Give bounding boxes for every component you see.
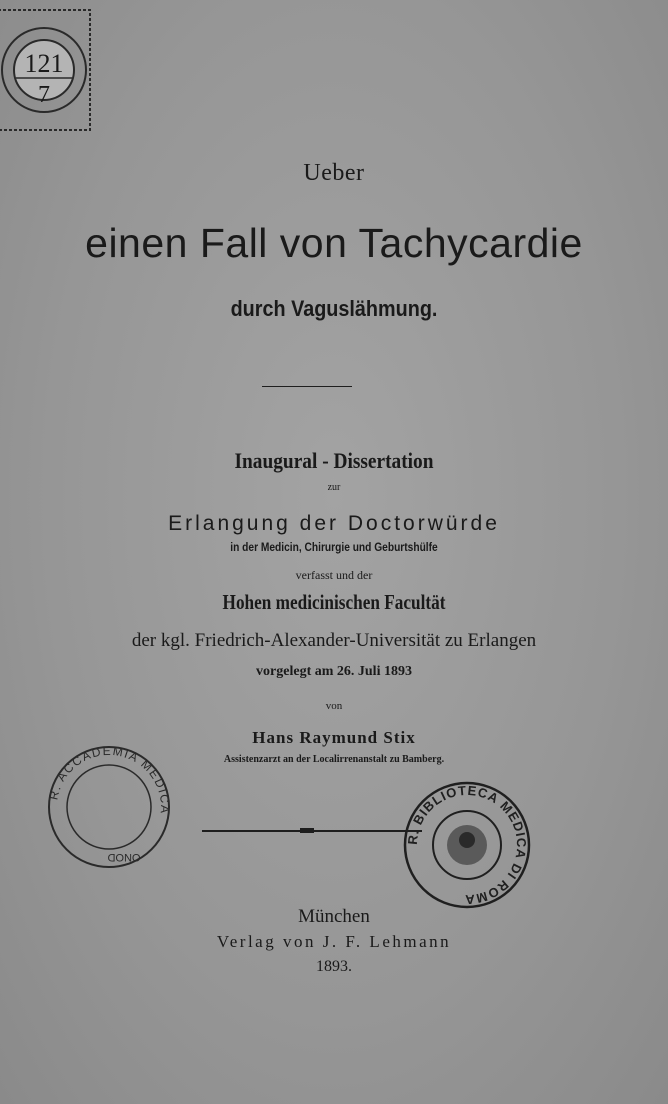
title-sub: durch Vaguslähmung. <box>230 296 438 321</box>
author-position: Assistenzarzt an der Localirrenanstalt zu Bamberg. <box>223 754 445 765</box>
faculty-text: Hohen medicinischen Facultät <box>222 590 446 614</box>
ornamental-rule-dot <box>300 828 314 833</box>
left-stamp-ring-text: R. ACCADEMIA MEDICA <box>46 743 173 815</box>
library-shelfmark-stamp <box>0 6 96 134</box>
accademia-medica-stamp <box>44 742 174 872</box>
imprint-year: 1893. <box>316 958 352 975</box>
title-ueber: Ueber <box>303 160 365 186</box>
author-name: Hans Raymund Stix <box>252 728 416 747</box>
imprint-publisher: Verlag von J. F. Lehmann <box>216 932 452 951</box>
shelfmark-sub: 7 <box>38 82 50 108</box>
title-divider <box>262 386 352 387</box>
dissertation-heading: Inaugural - Dissertation <box>234 448 434 473</box>
zur-text: zur <box>327 482 341 493</box>
university-text: der kgl. Friedrich-Alexander-Universität zu Erlangen <box>131 630 537 651</box>
shelfmark-number: 121 <box>24 49 64 78</box>
fields-text: in der Medicin, Chirurgie und Geburtshülfe <box>230 540 438 554</box>
left-stamp-bottom-text: ONOD <box>107 851 141 863</box>
svg-text:R. ACCADEMIA MEDICA <box>46 744 172 815</box>
erlangung-text: Erlangung der Doctorwürde <box>168 512 500 535</box>
right-stamp-ring-text: R. BIBLIOTECA MEDICA DI ROMA <box>404 782 530 908</box>
biblioteca-roma-stamp <box>400 778 534 912</box>
von-text: von <box>325 700 343 712</box>
date-text: vorgelegt am 26. Juli 1893 <box>256 664 412 679</box>
imprint-city: München <box>298 906 370 927</box>
verfasst-text: verfasst und der <box>295 568 373 582</box>
title-main: einen Fall von Tachycardie <box>85 220 583 266</box>
